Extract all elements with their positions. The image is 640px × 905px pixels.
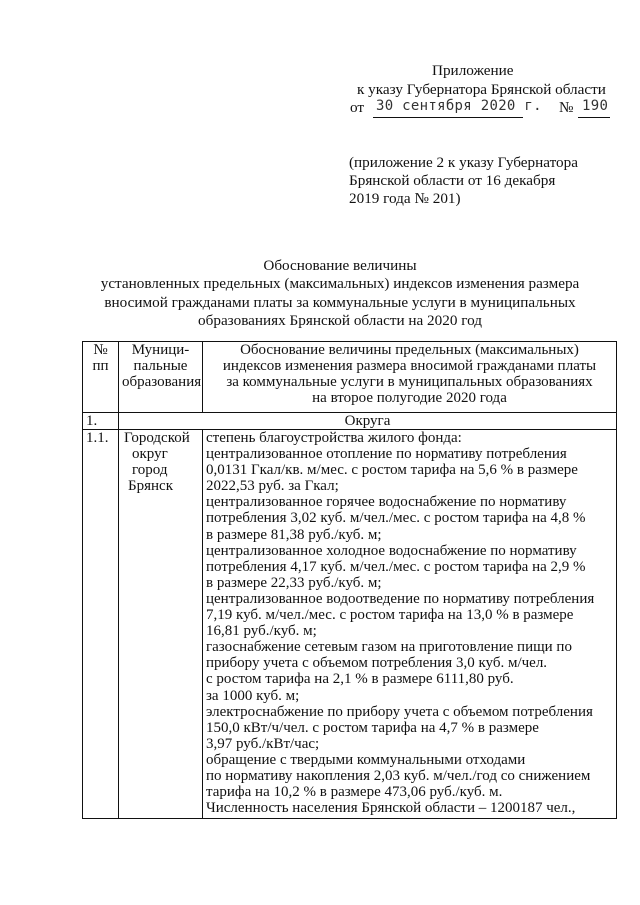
prior-appendix-line3: 2019 года № 201) xyxy=(349,190,461,207)
appendix-date-value: 30 сентября 2020 г. xyxy=(376,98,542,114)
document-title-line1: Обоснование величины xyxy=(263,257,417,274)
document-title-line3: вносимой гражданами платы за коммунальные услуги в муниципальных xyxy=(104,293,576,311)
date-underline xyxy=(373,117,523,118)
appendix-decree-line: к указу Губернатора Брянской области xyxy=(357,81,606,98)
table-row xyxy=(83,430,617,819)
appendix-number-prefix: № xyxy=(559,99,574,116)
header-municipality: Муници- пальные образования xyxy=(119,342,203,413)
appendix-title: Приложение xyxy=(432,62,514,79)
justification-table xyxy=(82,341,617,819)
row-number: 1.1. xyxy=(83,430,119,819)
appendix-date-prefix: от xyxy=(350,99,365,116)
row-justification: степень благоустройства жилого фонда: централизованное отопление по нормативу потребления 0,0131 Гкал/кв. м/мес. с ростом тарифа на 5,6 % в размере 2022,53 руб. за Гкал; централизованное горячее водоснабжение по нормативу потребления 3,02 куб. м/чел./мес. с ростом тарифа на 4,8 % в размере 81,38 руб./куб. м; централизованное холодное водоснабжение по нормативу потребления 4,17 куб. м/чел./мес. с ростом тарифа на 2,9 % в размере 22,33 руб./куб. м; централизованное водоотведение по нормативу потребления 7,19 куб. м/чел./мес. с ростом тарифа на 13,0 % в размере 16,81 руб./куб. м; газоснабжение сетевым газом на приготовление пищи по прибору учета с объемом потребления 3,0 куб. м/чел. с ростом тарифа на 2,1 % в размере 6111,80 руб. за 1000 куб. м; электроснабжение по прибору учета с объемом потребления 150,0 кВт/ч/чел. с ростом тарифа на 4,7 % в размере 3,97 руб./кВт/час; обращение с твердыми коммунальными отходами по нормативу накопления 2,03 куб. м/чел./год со снижением тарифа на 10,2 % в размере 473,06 руб./куб. м. Численность населения Брянской области – 1200187 чел., xyxy=(203,430,617,819)
document-title-line4: образованиях Брянской области на 2020 год xyxy=(198,312,482,330)
document-title-line2: установленных предельных (максимальных) индексов изменения размера xyxy=(100,275,580,293)
section-label: Округа xyxy=(119,413,617,430)
prior-appendix-line2: Брянской области от 16 декабря xyxy=(349,172,556,189)
header-number: № пп xyxy=(83,342,119,413)
section-number: 1. xyxy=(83,413,119,430)
row-municipality: Городской округ город Брянск xyxy=(119,430,203,819)
document-title xyxy=(80,257,600,331)
section-row xyxy=(83,413,617,430)
header-justification: Обоснование величины предельных (максимальных) индексов изменения размера вносимой гражданами платы за коммунальные услуги в муниципальных образованиях на второе полугодие 2020 года xyxy=(203,342,617,413)
prior-appendix-line1: (приложение 2 к указу Губернатора xyxy=(349,154,578,171)
number-underline xyxy=(578,117,610,118)
appendix-number-value: 190 xyxy=(582,98,609,114)
table-header-row xyxy=(83,342,617,413)
